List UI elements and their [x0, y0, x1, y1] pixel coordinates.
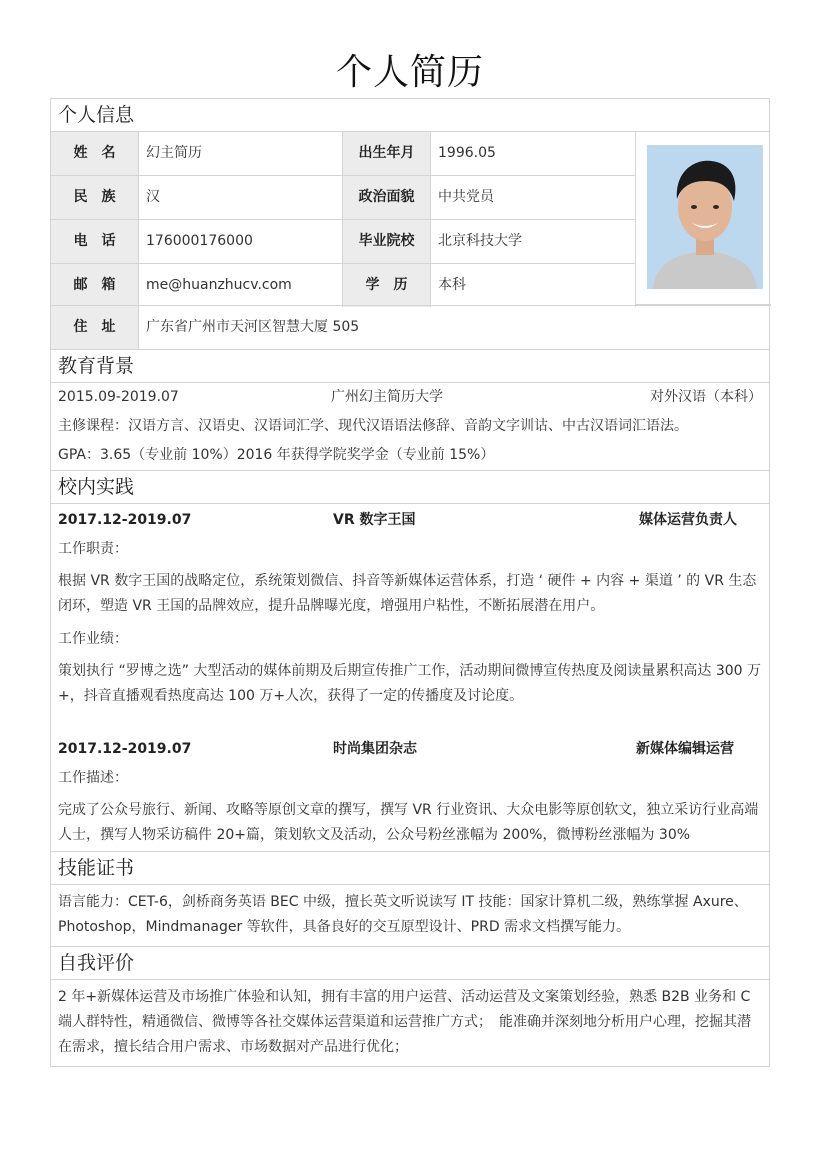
practice-desc-text: 完成了公众号旅行、新闻、攻略等原创文章的撰写，撰写 VR 行业资讯、大众电影等原创软文，独立采访行业高端人士，撰写人物采访稿件 20+篇，策划软文及活动，公众号粉丝涨幅为 200%，微博粉丝涨幅为 30%	[58, 802, 759, 843]
practice-role: 媒体运营负责人	[639, 512, 737, 528]
email-label: 邮 箱	[51, 264, 139, 307]
practice-item-header	[58, 735, 762, 764]
practice-period: 2017.12-2019.07	[58, 512, 192, 528]
practice-result-text: 策划执行 “罗博之选” 大型活动的媒体前期及后期宣传推广工作，活动期间微博宣传热度及阅读量累积高达 300 万+，抖音直播观看热度高达 100 万+人次，获得了一定的传播度及讨论度。	[58, 663, 762, 704]
education-major: 对外汉语（本科）	[650, 389, 762, 405]
name-label: 姓 名	[51, 132, 139, 175]
education-period: 2015.09-2019.07	[58, 389, 179, 405]
political-label: 政治面貌	[343, 176, 431, 219]
practice-body	[51, 506, 769, 852]
section-self-eval-heading: 自我评价	[51, 947, 769, 980]
ethnicity-value: 汉	[139, 176, 343, 219]
skills-text: 语言能力：CET-6，剑桥商务英语 BEC 中级，擅长英文听说读写 IT 技能：国家计算机二级，熟练掌握 Axure、Photoshop，Mindmanager 等软件，具备良好的交互原型设计、PRD 需求文档撰写能力。	[58, 894, 748, 935]
resume-frame	[50, 98, 770, 1067]
email-value: me@huanzhucv.com	[139, 264, 343, 307]
education-gpa: GPA：3.65（专业前 10%）2016 年获得学院奖学金（专业前 15%）	[58, 447, 495, 463]
practice-desc-label: 工作描述：	[58, 770, 128, 786]
address-label: 住 址	[51, 306, 139, 349]
practice-result-label: 工作业绩：	[58, 631, 128, 647]
education-row	[58, 383, 762, 412]
practice-duty-label: 工作职责：	[58, 541, 128, 557]
portrait-photo	[647, 145, 763, 289]
self-eval-body	[51, 980, 769, 1067]
education-courses: 主修课程：汉语方言、汉语史、汉语词汇学、现代汉语语法修辞、音韵文字训诂、中古汉语词汇语法。	[58, 418, 688, 434]
info-row	[51, 306, 771, 349]
phone-value: 176000176000	[139, 220, 343, 263]
portrait-photo-icon	[647, 145, 763, 289]
degree-value: 本科	[431, 264, 636, 307]
self-eval-text: 2 年+新媒体运营及市场推广体验和认知，拥有丰富的用户运营、活动运营及文案策划经验，熟悉 B2B 业务和 C 端人群特性，精通微信、微博等各社交媒体运营渠道和运营推广方式； 能准确并深刻地分析用户心理，挖掘其潜在需求，擅长结合用户需求、市场数据对产品进行优化；	[58, 989, 751, 1055]
skills-body	[51, 885, 769, 947]
practice-org: 时尚集团杂志	[333, 741, 417, 757]
phone-label: 电 话	[51, 220, 139, 263]
degree-label: 学 历	[343, 264, 431, 307]
photo-cell	[636, 132, 771, 305]
section-skills-heading: 技能证书	[51, 852, 769, 885]
birth-label: 出生年月	[343, 132, 431, 175]
ethnicity-label: 民 族	[51, 176, 139, 219]
practice-period: 2017.12-2019.07	[58, 741, 192, 757]
practice-role: 新媒体编辑运营	[636, 741, 734, 757]
school-label: 毕业院校	[343, 220, 431, 263]
address-value: 广东省广州市天河区智慧大厦 505	[146, 319, 360, 335]
name-value: 幻主简历	[139, 132, 343, 175]
birth-value: 1996.05	[431, 132, 636, 175]
page-title: 个人简历	[335, 52, 484, 93]
section-practice-heading: 校内实践	[51, 471, 769, 504]
political-value: 中共党员	[431, 176, 636, 219]
practice-item-header	[58, 506, 762, 535]
section-education-heading: 教育背景	[51, 350, 769, 383]
education-body	[51, 383, 769, 471]
practice-duty-text: 根据 VR 数字王国的战略定位，系统策划微信、抖音等新媒体运营体系，打造 ‘ 硬件 + 内容 + 渠道 ’ 的 VR 生态闭环，塑造 VR 王国的品牌效应，提升品牌曝光度，增强用户粘性，不断拓展潜在用户。	[58, 573, 757, 614]
education-school: 广州幻主简历大学	[331, 389, 443, 405]
personal-info-table	[51, 132, 769, 350]
school-value: 北京科技大学	[431, 220, 636, 263]
practice-org: VR 数字王国	[333, 512, 416, 528]
section-personal-heading: 个人信息	[51, 99, 769, 132]
